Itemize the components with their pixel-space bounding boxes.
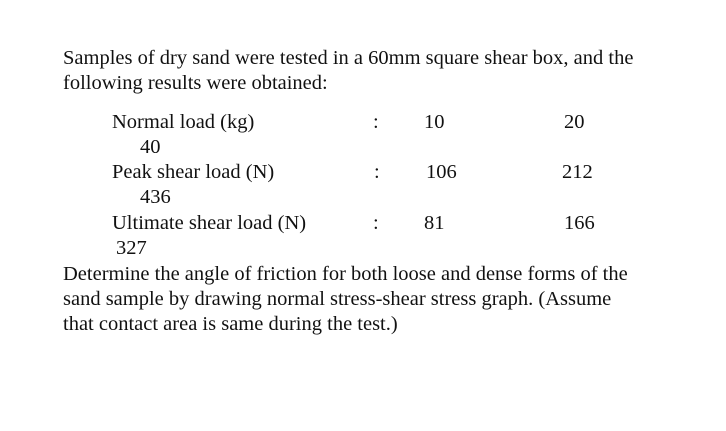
row-separator: : bbox=[373, 212, 379, 234]
row-label-peak-shear-load: Peak shear load (N) bbox=[112, 161, 275, 183]
row-separator: : bbox=[374, 161, 380, 183]
peak-shear-value-1: 106 bbox=[426, 161, 457, 183]
row-separator: : bbox=[373, 111, 379, 133]
normal-load-value-3: 40 bbox=[140, 136, 161, 158]
peak-shear-value-2: 212 bbox=[562, 161, 593, 183]
ultimate-shear-value-2: 166 bbox=[564, 212, 595, 234]
intro-line-1: Samples of dry sand were tested in a 60mm square shear box, and the bbox=[63, 47, 634, 69]
row-label-ultimate-shear-load: Ultimate shear load (N) bbox=[112, 212, 307, 234]
question-line-2: sand sample by drawing normal stress-shear stress graph. (Assume bbox=[63, 288, 612, 310]
normal-load-value-1: 10 bbox=[424, 111, 445, 133]
peak-shear-value-3: 436 bbox=[140, 186, 171, 208]
intro-paragraph bbox=[63, 46, 633, 96]
normal-load-value-2: 20 bbox=[564, 111, 585, 133]
ultimate-shear-value-1: 81 bbox=[424, 212, 445, 234]
ultimate-shear-value-3: 327 bbox=[116, 237, 147, 259]
question-line-3: that contact area is same during the test.) bbox=[63, 313, 398, 335]
question-paragraph bbox=[63, 262, 628, 337]
question-line-1: Determine the angle of friction for both loose and dense forms of the bbox=[63, 263, 628, 285]
row-label-normal-load: Normal load (kg) bbox=[112, 111, 255, 133]
intro-line-2: following results were obtained: bbox=[63, 72, 328, 94]
